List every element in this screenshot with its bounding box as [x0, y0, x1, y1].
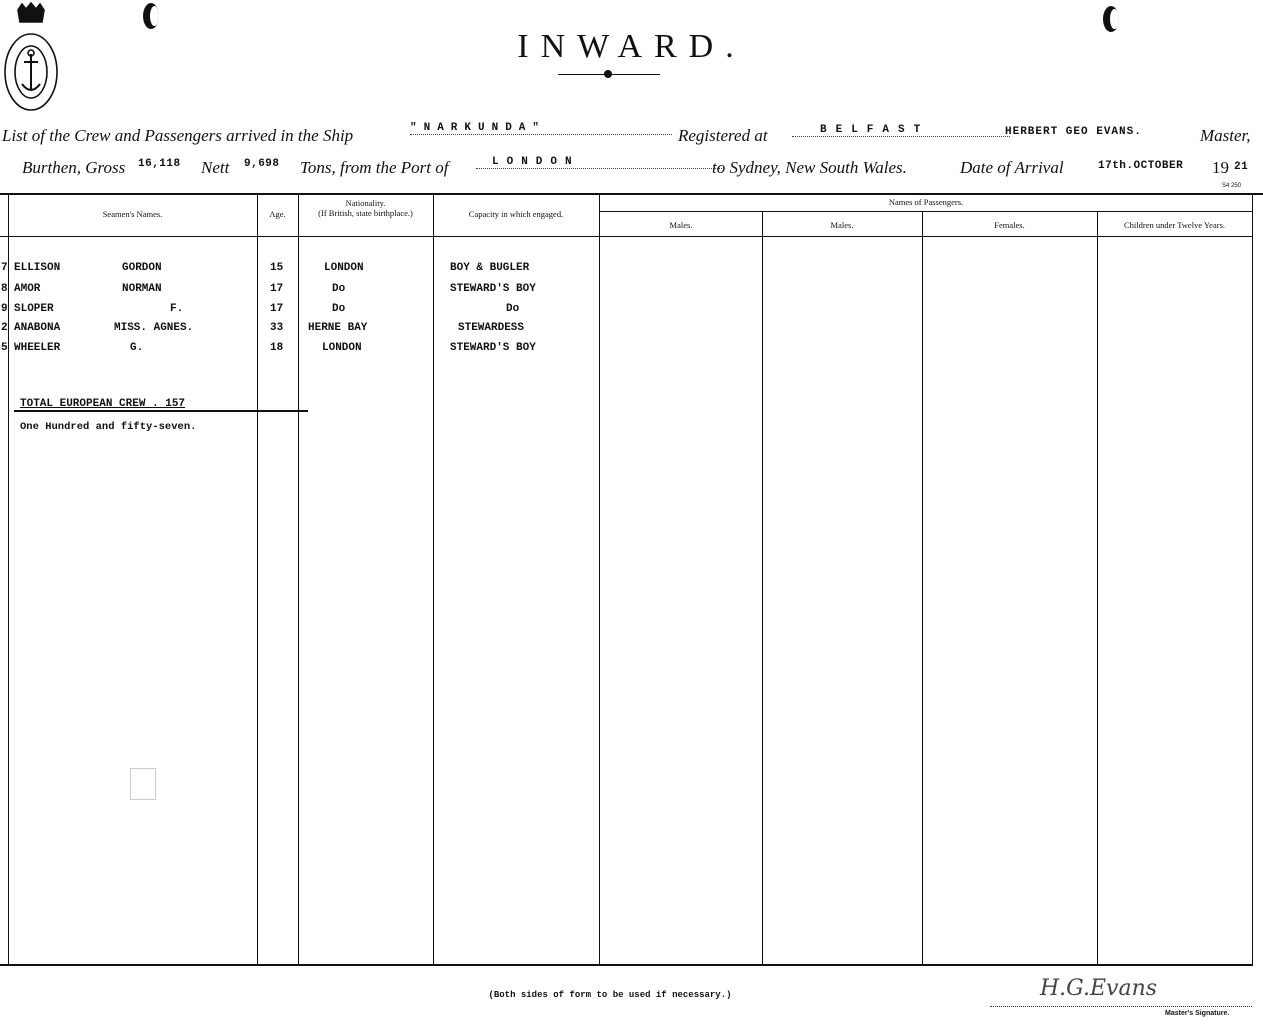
surname: ANABONA — [14, 322, 61, 334]
nationality: LONDON — [322, 342, 362, 354]
row-number: 5 — [1, 342, 8, 354]
master-signature-label: Master's Signature. — [1165, 1010, 1230, 1017]
arrival-date: 17th.OCTOBER — [1098, 160, 1184, 172]
given-name: G. — [130, 342, 144, 354]
row-number: 9 — [1, 303, 8, 315]
row-number: 7 — [1, 262, 8, 274]
crew-list-label: List of the Crew and Passengers arrived in the Ship — [2, 126, 354, 145]
year-prefix: 19 — [1212, 158, 1229, 177]
registered-port: BELFAST — [792, 124, 1010, 137]
age: 33 — [270, 322, 284, 334]
gross-tonnage: 16,118 — [138, 158, 181, 170]
given-name: NORMAN — [122, 283, 162, 295]
arrival-label: Date of Arrival — [960, 158, 1064, 177]
col-capacity: Capacity in which engaged. — [468, 209, 564, 219]
surname: WHEELER — [14, 342, 61, 354]
form-title: INWARD. — [517, 28, 746, 65]
col-children: Children under Twelve Years. — [1124, 220, 1225, 230]
capacity: BOY & BUGLER — [450, 262, 530, 274]
footer-note: (Both sides of form to be used if necessary.) — [488, 990, 732, 1000]
nett-tonnage: 9,698 — [244, 158, 280, 170]
surname: AMOR — [14, 283, 41, 295]
nationality: Do — [332, 283, 346, 295]
margin-mark — [130, 768, 156, 800]
col-males-2: Males. — [830, 220, 854, 230]
burthen-label: Burthen, Gross — [22, 158, 126, 177]
total-crew-words: One Hundred and fifty-seven. — [20, 421, 197, 433]
tons-from-label: Tons, from the Port of — [300, 158, 449, 177]
given-name: MISS. AGNES. — [114, 322, 194, 334]
given-name: GORDON — [122, 262, 162, 274]
nationality: LONDON — [324, 262, 364, 274]
col-passengers: Names of Passengers. — [888, 197, 964, 207]
punch-hole-left — [143, 3, 159, 29]
nationality: Do — [332, 303, 346, 315]
given-name: F. — [170, 303, 184, 315]
nett-label: Nett — [201, 158, 230, 177]
master-name: HERBERT GEO EVANS. — [1005, 126, 1142, 138]
col-age: Age. — [269, 209, 286, 219]
master-signature: H.G.Evans — [1040, 976, 1158, 1001]
master-label: Master, — [1200, 126, 1251, 145]
capacity: Do — [506, 303, 520, 315]
col-females: Females. — [994, 220, 1025, 230]
surname: SLOPER — [14, 303, 54, 315]
ship-name: "NARKUNDA" — [410, 122, 672, 135]
age: 18 — [270, 342, 284, 354]
surname: ELLISON — [14, 262, 61, 274]
nationality: HERNE BAY — [308, 322, 368, 334]
registered-label: Registered at — [678, 126, 768, 145]
port-of-departure: LONDON — [476, 156, 722, 169]
age: 17 — [270, 303, 284, 315]
row-number: 8 — [1, 283, 8, 295]
col-nationality: Nationality. (If British, state birthplace.) — [318, 198, 413, 218]
col-seamens-names: Seamen's Names. — [102, 209, 163, 219]
capacity: STEWARD'S BOY — [450, 283, 536, 295]
row-number: 2 — [1, 322, 8, 334]
age: 15 — [270, 262, 284, 274]
form-reference: S4 250 — [1222, 183, 1242, 189]
to-sydney-label: to Sydney, New South Wales. — [712, 158, 907, 177]
col-males-1: Males. — [669, 220, 693, 230]
total-crew: TOTAL EUROPEAN CREW . 157 — [20, 398, 186, 410]
year-suffix: 21 — [1234, 161, 1249, 173]
capacity: STEWARD'S BOY — [450, 342, 536, 354]
capacity: STEWARDESS — [458, 322, 525, 334]
age: 17 — [270, 283, 284, 295]
